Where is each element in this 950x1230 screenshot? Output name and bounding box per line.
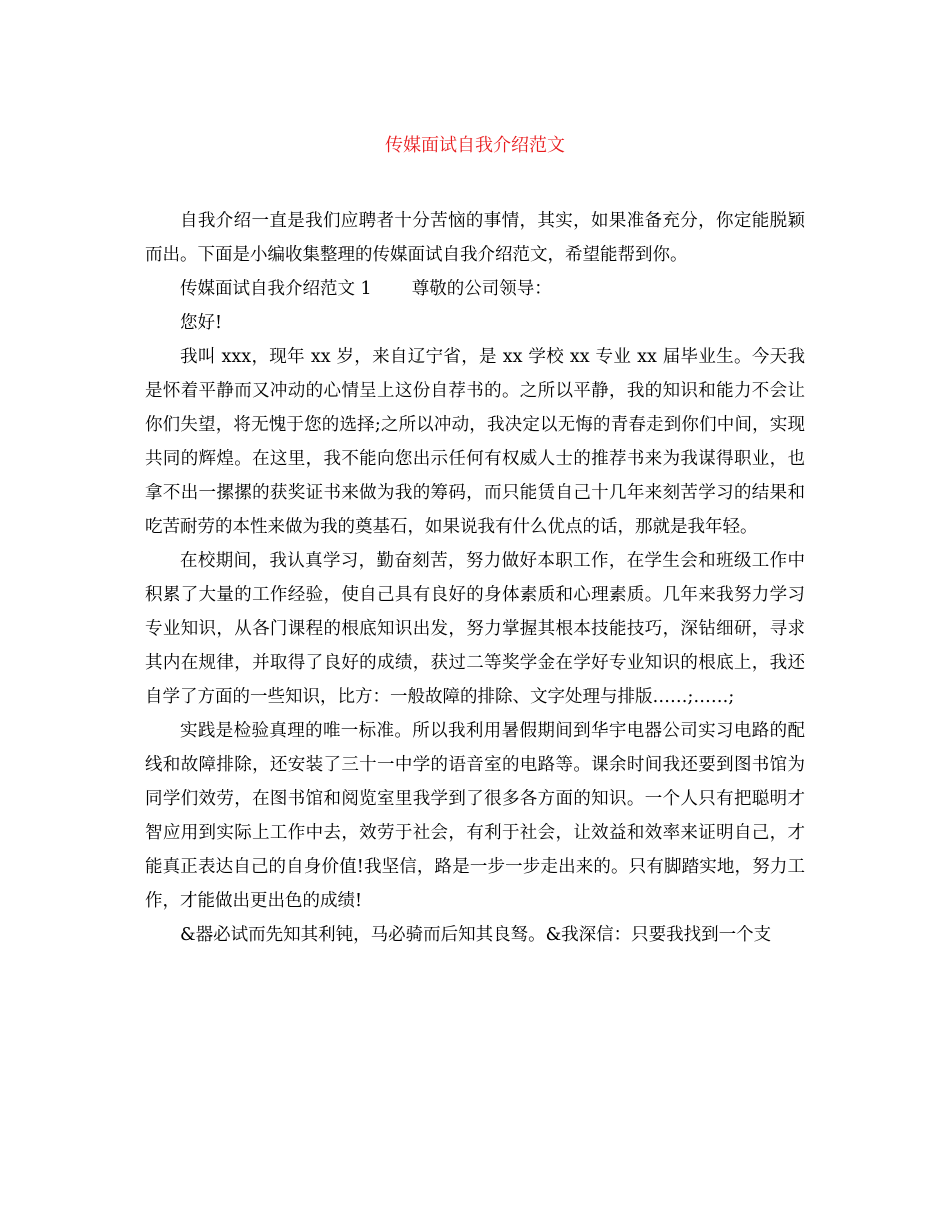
sample-heading: 传媒面试自我介绍范文 1 [180,279,372,299]
page-title: 传媒面试自我介绍范文 [385,135,565,156]
sample-heading-line [145,272,805,306]
salutation: 尊敬的公司领导： [411,279,552,299]
intro-paragraph: 自我介绍一直是我们应聘者十分苦恼的事情，其实，如果准备充分，你定能脱颖而出。下面是小编收集整理的传媒面试自我介绍范文，希望能帮到你。 [145,211,805,265]
document-body [145,204,805,952]
paragraph-self-intro: 我叫 xxx，现年 xx 岁，来自辽宁省，是 xx 学校 xx 专业 xx 届毕业生。今天我是怀着平静而又冲动的心情呈上这份自荐书的。之所以平静，我的知识和能力不会让你们失望，将无愧于您的选择;之所以冲动，我决定以无悔的青春走到你们中间，实现共同的辉煌。在这里，我不能向您出示任何有权威人士的推荐书来为我谋得职业，也拿不出一摞摞的获奖证书来做为我的筹码，而只能赁自己十几年来刻苦学习的结果和吃苦耐劳的本性来做为我的奠基石，如果说我有什么优点的话，那就是我年轻。 [145,347,805,537]
paragraph-school-study: 在校期间，我认真学习，勤奋刻苦，努力做好本职工作，在学生会和班级工作中积累了大量的工作经验，使自己具有良好的身体素质和心理素质。几年来我努力学习专业知识，从各门课程的根底知识出发，努力掌握其根本技能技巧，深钻细研，寻求其内在规律，并取得了良好的成绩，获过二等奖学金在学好专业知识的根底上，我还自学了方面的一些知识，比方：一般故障的排除、文字处理与排版……;……; [145,551,805,707]
greeting: 您好! [180,313,223,333]
paragraph-conviction: &器必试而先知其利钝，马必骑而后知其良驽。&我深信：只要我找到一个支 [180,925,772,945]
paragraph-practice: 实践是检验真理的唯一标准。所以我利用暑假期间到华宇电器公司实习电路的配线和故障排除，还安装了三十一中学的语音室的电路等。课余时间我还要到图书馆为同学们效劳，在图书馆和阅览室里我学到了很多各方面的知识。一个人只有把聪明才智应用到实际上工作中去，效劳于社会，有利于社会，让效益和效率来证明自己，才能真正表达自己的自身价值!我坚信，路是一步一步走出来的。只有脚踏实地，努力工作，才能做出更出色的成绩! [145,721,805,911]
